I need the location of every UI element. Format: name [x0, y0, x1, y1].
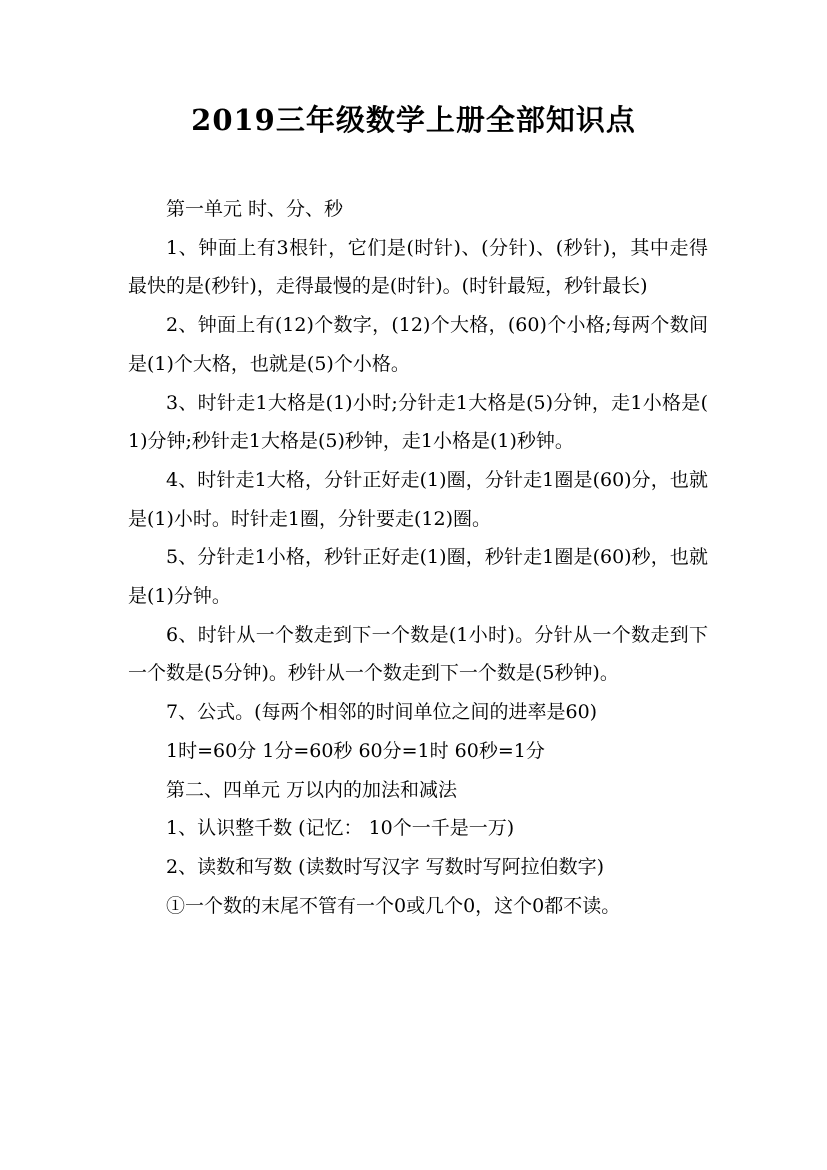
paragraph-9: 2、读数和写数 (读数时写汉字 写数时写阿拉伯数字): [166, 855, 604, 878]
paragraph-1: 1、钟面上有3根针，它们是(时针)、(分针)、(秒针)，其中走得最快的是(秒针)，走得最慢的是(时针)。(时针最短，秒针最长): [128, 236, 708, 298]
paragraph-10: ①一个数的末尾不管有一个0或几个0，这个0都不读。: [166, 894, 621, 917]
document-title: 2019三年级数学上册全部知识点: [191, 103, 636, 137]
document-body: [128, 190, 708, 925]
paragraph-2: 2、钟面上有(12)个数字，(12)个大格，(60)个小格;每两个数间是(1)个大格，也就是(5)个小格。: [128, 314, 708, 375]
section-heading-unit-1: 第一单元 时、分、秒: [166, 198, 344, 220]
section-heading-unit-2-4: 第二、四单元 万以内的加法和减法: [166, 778, 458, 801]
paragraph-6: 6、时针从一个数走到下一个数是(1小时)。分针从一个数走到下一个数是(5分钟)。秒针从一个数走到下一个数是(5秒钟)。: [128, 623, 708, 685]
paragraph-5: 5、分针走1小格，秒针正好走(1)圈，秒针走1圈是(60)秒，也就是(1)分钟。: [128, 546, 708, 608]
paragraph-4: 4、时针走1大格，分针正好走(1)圈，分针走1圈是(60)分，也就是(1)小时。时针走1圈，分针要走(12)圈。: [128, 468, 708, 530]
paragraph-3: 3、时针走1大格是(1)小时;分针走1大格是(5)分钟，走1小格是( 1)分钟;秒针走1大格是(5)秒钟，走1小格是(1)秒钟。: [128, 391, 708, 453]
paragraph-8: 1、认识整千数 (记忆： 10个一千是一万): [166, 817, 515, 840]
paragraph-7: 7、公式。(每两个相邻的时间单位之间的进率是60): [166, 701, 598, 724]
formula-line: 1时=60分 1分=60秒 60分=1时 60秒=1分: [166, 739, 545, 762]
